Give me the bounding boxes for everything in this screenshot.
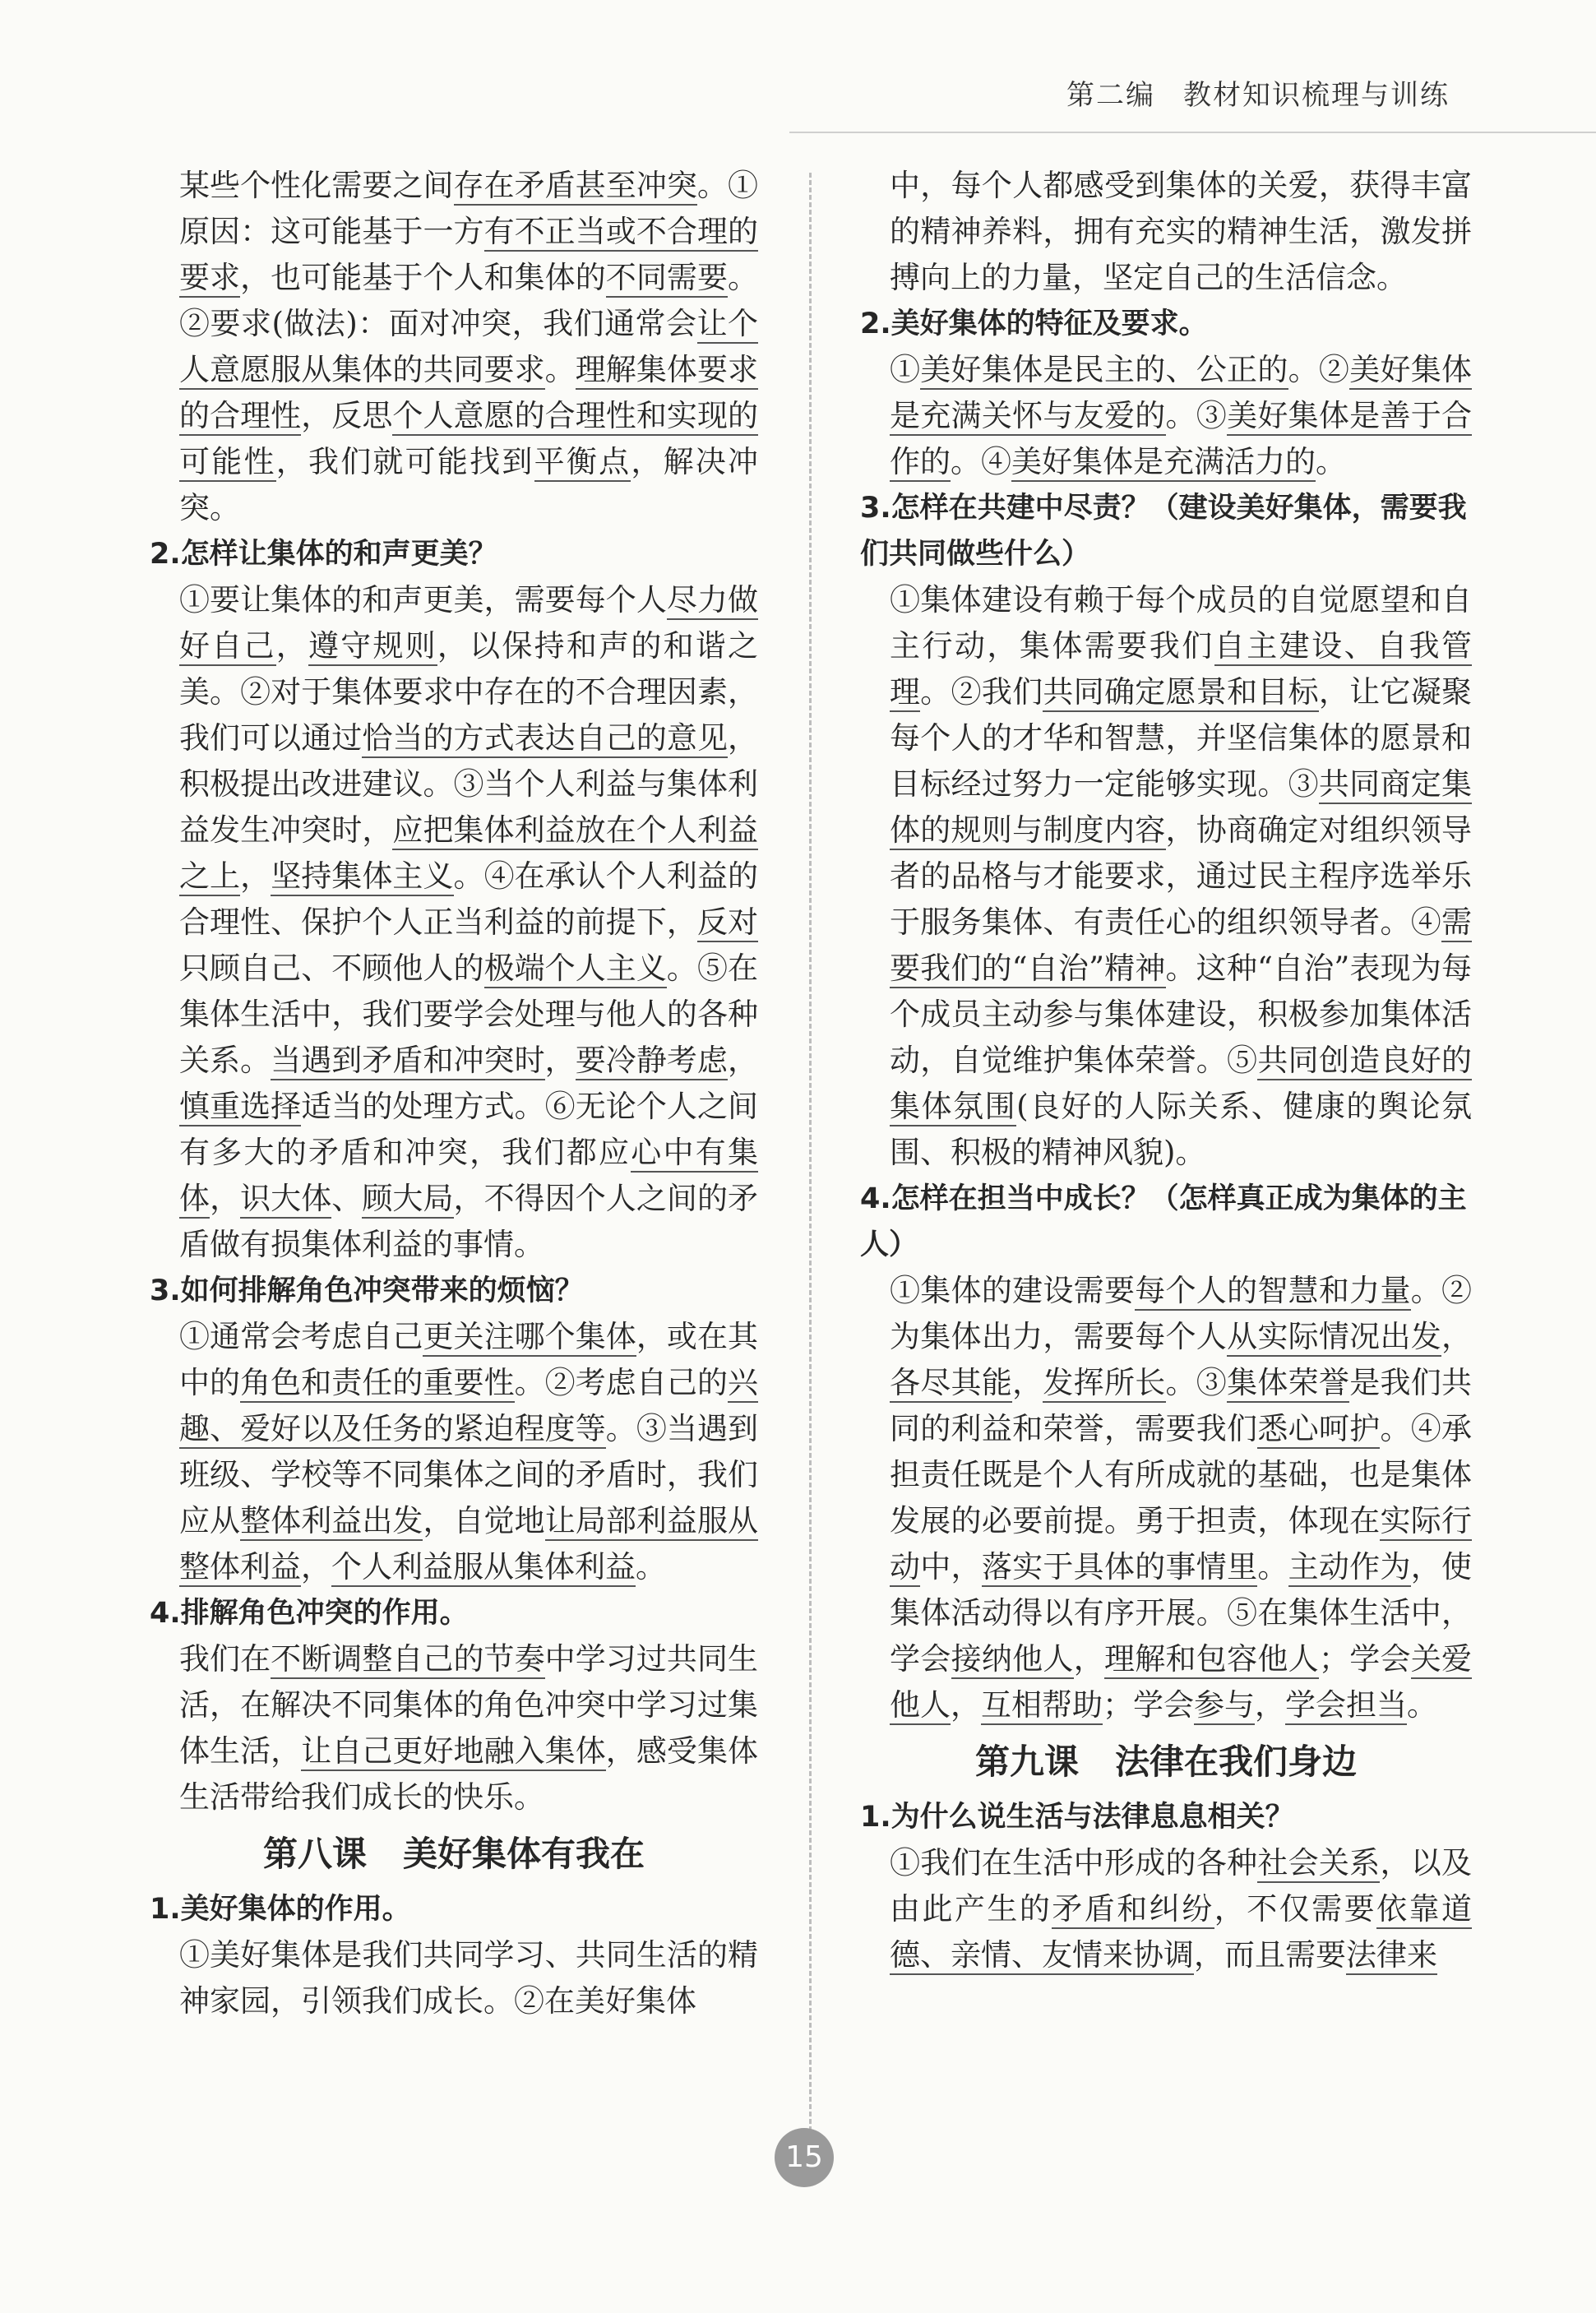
paragraph: [860, 163, 1472, 301]
text-run: ①我们在生活中形成的各种: [890, 1845, 1258, 1880]
text-run: ，: [544, 1043, 576, 1078]
key-phrase: 矛盾和纠纷: [1052, 1891, 1214, 1929]
text-run: 。: [636, 1549, 666, 1584]
paragraph: [150, 1314, 758, 1590]
text-run: ；学会: [1318, 1641, 1411, 1677]
key-phrase: 反对: [697, 904, 758, 942]
text-run: 适当的处理方式。⑥无论个人之间有多大的矛盾和冲突，我们都应: [179, 1089, 759, 1170]
text-run: ①集体的建设需要: [890, 1273, 1136, 1308]
paragraph: [150, 163, 758, 531]
lesson-number: 第九课: [974, 1742, 1079, 1782]
text-run: ，: [240, 858, 271, 894]
text-run: ①集体建设有赖于每个成员的自觉愿望和自主行动，集体需要我们: [890, 582, 1472, 664]
lesson-title: [860, 1733, 1472, 1791]
text-run: ，我们就可能找到: [275, 444, 534, 479]
question-heading: 4.排解角色冲突的作用。: [150, 1597, 469, 1630]
lesson-number: 第八课: [262, 1834, 367, 1874]
key-phrase: 参与: [1194, 1687, 1255, 1725]
key-phrase: 心中有集体: [179, 1135, 758, 1219]
key-phrase: 理解和包容他人: [1104, 1641, 1319, 1679]
key-phrase: 恰当的方式表达自己的意见: [362, 720, 728, 758]
key-phrase: 慎重选择: [179, 1089, 301, 1126]
text-run: 、: [331, 1181, 363, 1216]
text-run: 。: [1257, 1549, 1288, 1584]
text-run: ，: [301, 1549, 331, 1584]
key-phrase: 不断调整自己的节奏: [271, 1641, 545, 1679]
text-run: 。②考虑自己的: [514, 1365, 729, 1400]
text-run: ，也可能基于个人和集体的: [240, 260, 606, 295]
text-run: ①: [890, 352, 921, 387]
text-run: ，协商确定对组织领导者的品格与才能要求，通过民主程序选举乐于服务集体、有责任心的组织领导者。④: [890, 812, 1472, 940]
key-phrase: 理解集体要求的合理性: [179, 352, 758, 436]
paragraph: [860, 1268, 1472, 1728]
text-run: ，反思: [301, 398, 393, 433]
paragraph: [150, 577, 758, 1268]
paragraph: [860, 577, 1472, 1176]
left-column: [150, 163, 758, 2024]
text-run: 。这种“自治”表现为每个成员主动参与集体建设，积极参加集体活动，自觉维护集体荣誉。⑤: [890, 951, 1472, 1078]
lesson-title: [150, 1825, 758, 1883]
question-heading: 4.怎样在担当中成长？（怎样真正成为集体的主人）: [860, 1182, 1467, 1261]
text-run: 。②为集体出力，需要每个人: [890, 1273, 1473, 1354]
header-title: 教材知识梳理与训练: [1183, 79, 1450, 112]
question-heading: 3.怎样在共建中尽责？（建设美好集体，需要我们共同做些什么）: [860, 492, 1467, 571]
text-run: (良好的人际关系、健康的舆论氛围、积极的精神风貌)。: [890, 1089, 1472, 1170]
text-run: 。⑤在集体生活中，我们要学会处理与他人的各种关系。: [179, 951, 759, 1078]
key-phrase: 有不正当或不合理的要求: [179, 214, 758, 298]
text-run: ，不得因个人之间的矛盾做有损集体利益的事情。: [179, 1181, 759, 1262]
key-phrase: 美好集体是充满关怀与友爱的: [890, 352, 1472, 436]
paragraph: [150, 1636, 758, 1820]
key-phrase: 坚持集体主义: [271, 858, 453, 896]
text-run: 。: [1407, 1687, 1437, 1723]
question-heading: 3.如何排解角色冲突带来的烦恼？: [150, 1274, 584, 1307]
text-run: ，感受集体生活带给我们成长的快乐。: [179, 1733, 759, 1815]
text-run: ①要让集体的和声更美，需要每个人: [179, 582, 667, 618]
key-phrase: 兴趣、爱好以及任务的紧迫程度等: [179, 1365, 758, 1449]
text-run: ，: [210, 1181, 241, 1216]
text-run: 。④承担责任既是个人有所成就的基础，也是集体发展的必要前提。勇于担责，体现在: [890, 1411, 1473, 1538]
key-phrase: 识大体: [240, 1181, 331, 1219]
key-phrase: 美好集体是善于合作的: [890, 398, 1472, 482]
text-run: ，: [1073, 1641, 1104, 1677]
text-run: 。④在承认个人利益的合理性、保护个人正当利益的前提下，: [179, 858, 759, 940]
key-phrase: 让自己更好地融入集体: [301, 1733, 606, 1771]
text-run: 。: [544, 352, 576, 387]
key-phrase: 悉心呵护: [1257, 1411, 1380, 1449]
key-phrase: 主动作为: [1288, 1549, 1411, 1587]
text-run: ，: [951, 1687, 981, 1723]
text-run: 中学习过共同生活，在解决不同集体的角色冲突中学习过集体生活，: [179, 1641, 759, 1769]
key-phrase: 遵守规则: [308, 628, 437, 666]
key-phrase: 存在矛盾甚至冲突: [454, 168, 697, 206]
key-phrase: 平衡点: [534, 444, 631, 482]
key-phrase: 角色和责任的重要性: [240, 1365, 515, 1403]
key-phrase: 极端个人主义: [484, 951, 667, 988]
running-header: [1066, 72, 1450, 113]
paragraph: [860, 347, 1472, 485]
text-run: ，: [275, 628, 308, 664]
lesson-name: 法律在我们身边: [1115, 1742, 1358, 1782]
text-run: ，而且需要: [1194, 1937, 1346, 1973]
key-phrase: 法律来: [1346, 1937, 1437, 1975]
key-phrase: 让局部利益服从整体利益: [179, 1503, 758, 1587]
key-phrase: 发挥所长: [1043, 1365, 1165, 1403]
key-phrase: 不同需要: [606, 260, 728, 298]
key-phrase: 顾大局: [362, 1181, 453, 1219]
text-run: ，以保持和声的和谐之美。②对于集体要求中存在的不合理因素，我们可以通过: [179, 628, 759, 756]
key-phrase: 共同创造良好的集体氛围: [890, 1043, 1472, 1126]
key-phrase: 学会担当: [1285, 1687, 1407, 1725]
text-run: ，自觉地: [423, 1503, 545, 1538]
key-phrase: 美好集体是民主的、公正的: [920, 352, 1288, 390]
key-phrase: 从实际情况出发: [1227, 1319, 1441, 1357]
key-phrase: 更关注哪个集体: [423, 1319, 636, 1357]
key-phrase: 依靠道德、亲情、友情来协调: [890, 1891, 1472, 1975]
text-run: ，积极提出改进建议。③当个人利益与集体利益发生冲突时，: [179, 720, 759, 848]
header-part: 第二编: [1066, 79, 1155, 112]
text-run: 。②要求(做法)：面对冲突，我们通常会: [179, 260, 759, 341]
text-run: 。④: [951, 444, 1011, 479]
text-run: ，: [728, 1043, 759, 1078]
key-phrase: 尽力做好自己: [179, 582, 758, 666]
lesson-name: 美好集体有我在: [403, 1834, 645, 1874]
text-run: ，让它凝聚每个人的才华和智慧，并坚信集体的愿景和目标经过努力一定能够实现。③: [890, 674, 1473, 802]
column-divider: [809, 173, 812, 2146]
header-rule: [789, 132, 1596, 133]
key-phrase: 让个人意愿服从集体的共同要求: [179, 306, 758, 390]
key-phrase: 各尽其能: [890, 1365, 1012, 1403]
key-phrase: 集体荣誉: [1227, 1365, 1349, 1403]
key-phrase: 当遇到矛盾和冲突时: [271, 1043, 545, 1080]
key-phrase: 社会关系: [1257, 1845, 1380, 1883]
text-run: 。②: [1288, 352, 1350, 387]
key-phrase: 落实于具体的事情里: [982, 1549, 1258, 1587]
key-phrase: 共同确定愿景和目标: [1043, 674, 1319, 712]
text-run: ，以及由此产生的: [890, 1845, 1473, 1927]
key-phrase: 应把集体利益放在个人利益之上: [179, 812, 758, 896]
question-heading: 2.美好集体的特征及要求。: [860, 308, 1208, 340]
text-run: ，: [1255, 1687, 1285, 1723]
text-run: ，或在其中的: [179, 1319, 759, 1400]
text-run: ；学会: [1103, 1687, 1194, 1723]
text-run: 。③当遇到班级、学校等不同集体之间的矛盾时，我们应从: [179, 1411, 759, 1538]
text-run: 。③: [1165, 398, 1228, 433]
key-phrase: 整体利益出发: [240, 1503, 423, 1541]
question-heading: 2.怎样让集体的和声更美？: [150, 538, 497, 571]
key-phrase: 接纳他人: [951, 1641, 1074, 1679]
key-phrase: 共同商定集体的规则与制度内容: [890, 766, 1472, 850]
question-heading: 1.美好集体的作用。: [150, 1893, 411, 1926]
key-phrase: 个人意愿的合理性和实现的可能性: [179, 398, 758, 482]
right-column: [860, 163, 1472, 1978]
text-run: 。②我们: [920, 674, 1043, 710]
key-phrase: 自主建设、自我管理: [890, 628, 1472, 712]
text-run: 。①原因：这可能基于一方: [179, 168, 759, 249]
text-run: 只顾自己、不顾他人的: [179, 951, 484, 986]
paragraph: [150, 1932, 758, 2024]
text-run: ，: [1441, 1319, 1473, 1354]
text-run: 中，: [920, 1549, 982, 1584]
text-run: 。③: [1165, 1365, 1228, 1400]
key-phrase: 实际行动: [890, 1503, 1472, 1587]
key-phrase: 美好集体是充满活力的: [1011, 444, 1316, 482]
text-run: ，解决冲突。: [179, 444, 759, 525]
text-run: 我们在: [179, 1641, 271, 1677]
text-run: ①美好集体是我们共同学习、共同生活的精神家园，引领我们成长。②在美好集体: [179, 1937, 758, 2019]
key-phrase: 关爱他人: [890, 1641, 1472, 1725]
key-phrase: 个人利益服从集体利益: [331, 1549, 636, 1587]
text-run: 是我们共同的利益和荣誉，需要我们: [890, 1365, 1473, 1446]
question-heading: 1.为什么说生活与法律息息相关？: [860, 1801, 1294, 1834]
text-run: 某些个性化需要之间: [179, 168, 454, 203]
key-phrase: 互相帮助: [981, 1687, 1103, 1725]
page-number: 15: [775, 2128, 834, 2187]
text-run: 中，每个人都感受到集体的关爱，获得丰富的精神养料，拥有充实的精神生活，激发拼搏向上的力量，坚定自己的生活信念。: [890, 168, 1472, 295]
text-run: ，使集体活动得以有序开展。⑤在集体生活中，学会: [890, 1549, 1473, 1677]
text-run: 。: [1316, 444, 1346, 479]
key-phrase: 需要我们的“自治”精神: [890, 904, 1472, 988]
key-phrase: 要冷静考虑: [576, 1043, 728, 1080]
text-run: ，不仅需要: [1214, 1891, 1377, 1927]
text-run: ，: [1012, 1365, 1043, 1400]
key-phrase: 每个人的智慧和力量: [1135, 1273, 1411, 1311]
text-run: ①通常会考虑自己: [179, 1319, 423, 1354]
paragraph: [860, 1840, 1472, 1978]
